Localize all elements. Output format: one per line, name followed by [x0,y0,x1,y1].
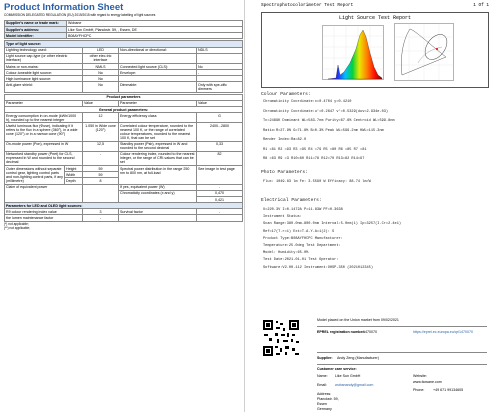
address-label: Address: [317,392,332,396]
regulation-text: COMMISSION DELEGATED REGULATION (EU) 2019/2015 with regard to energy labelling of light sources [4,13,156,17]
parameter-value: - [83,151,119,165]
type-label: Anti-glare shield: [5,82,83,92]
market-note: Model placed on the Union market from 09/02/2021 [317,318,399,322]
parameter-value: 12 [83,113,119,123]
col-head-parameter: Parameter [5,100,83,106]
parameters-header: Product parameters [5,94,243,100]
col-head-value: Value [83,100,119,106]
type-value: - [197,70,243,76]
registration-box [317,326,487,353]
type-label: High luminance light source: [5,76,83,82]
col-head-value-2: Value [197,100,243,106]
registration-value: 1470070 [363,330,377,334]
led-label: the lumen maintenance factor [5,215,83,221]
parameter-value: 82 [197,151,243,165]
model-identifier-label: Model identifier: [5,33,67,39]
electrical-row: Ref=17(T.r=1) Ext=T.A.Y.A=1(2): S [263,229,335,234]
dim-height-value: 59 [83,165,119,171]
address-line-3: Germany [317,407,332,411]
type-value: Only with spe-cific dimmers [197,82,243,92]
general-header: General product parameters: [5,107,243,113]
supplier-address-value: Like Sun GmbH, Planckstr. 59, , Essen, DE [67,26,243,32]
type-row [5,53,243,63]
parameter-label: On-mode power (Pon), expressed in W [5,141,83,151]
supplier-name-value: Wobane [67,20,243,26]
parameter-row [5,113,243,123]
dim-width-label: Width [65,172,83,178]
dim-depth-label: Depth [65,178,83,184]
email-label: Email: [317,383,327,387]
eprel-link[interactable]: https://eprel.ec.europa.eu/qr/1470070 [413,330,473,334]
email-value[interactable]: wobanandy@gmail.com [335,383,374,387]
report-title: Light Source Test Report [338,15,411,21]
parameter-label: Useful luminous flux (Φuse), indicating if it refers to the flux in a sphere (360°), in a wide cone (120°) or in a narrow cone (90°) [5,123,83,141]
type-label: Connected light source (CLS): [119,63,197,69]
report-graphics-box [261,12,489,88]
led-value: - [197,209,243,215]
type-value: No [83,82,119,92]
colour-row: R1 =81 R2 =93 R3 =95 R4 =79 R5 =80 R6 =85 R7 =81 [263,147,367,152]
type-label: Dimmable: [119,82,197,92]
report-header [261,3,489,8]
type-value: No [83,76,119,82]
parameter-label: Correlated colour temperature, rounded to the nearest 100 K, or the range of correlated colour temperatures, rounded to the nearest 100 K, that can be set [119,123,197,141]
type-label: Colour-tuneable light source: [5,70,83,76]
led-value: 3 [83,209,119,215]
chromaticity-label: Chromaticity coordinates (x and y) [119,190,197,202]
colour-row: Ratio:R=27.9% G=71.8% B=0.3% Peak WL=599.2nm HWL=115.3nm [263,128,384,133]
colour-row: Tc=2489K Dominant WL=583.7nm Purity=67.6% Centroid WL=599.8nm [263,119,395,123]
supplier-value: Andy Zeng (Manufacturer) [337,356,379,360]
electrical-row: Temperature:25.0deg Test Department: [263,244,341,248]
parameter-label: Energy consumption in on-mode (kWh/1000 h), rounded up to the nearest integer [5,113,83,123]
address-line-2: Essen [317,402,327,406]
footnote-2: (**) not applicable; [4,225,31,230]
parameter-row [5,123,243,141]
test-report-page [244,0,500,412]
led-row [5,215,243,221]
electrical-row: Software:V2.00.112 Instrument:OHSP-350 (2021012345) [263,265,373,270]
electrical-row: Scan Range:380.0nm-800.0nm Interval:5.0nm(1) Ip=3257(I.Cr=2.4e1) [263,222,402,227]
parameter-label: Colour rendering index, rounded to the nearest integer, or the range of CRI-values that can be set [120,152,195,165]
phone-label: Phone: [413,388,425,392]
colour-row: Render Index:Ra=82.0 [263,138,307,142]
relative-spectrum-plot [322,25,384,80]
footnote-1: (*) not applicable; [4,221,29,226]
dim-width-value: 59 [83,172,119,178]
website-value[interactable]: www.tiowane.com [413,380,442,384]
sheet-title: Product Information Sheet [4,2,124,13]
parameter-value: G [197,113,243,123]
dim-depth-value: 8 [83,178,119,184]
type-value: NMLS [83,63,119,69]
registration-label: EPREL registration number: [317,330,366,334]
parameter-label: Standby power (Psb), expressed in W and rounded to the second decimal [119,141,197,151]
supplier-table [4,20,243,40]
electrical-row: Instrument Status: [263,215,302,220]
colour-row: Chromaticity Coordinate:x=0.4704 y=0.4210 [263,100,352,104]
type-label: Mains or non-mains: [5,63,83,69]
led-value [197,215,243,221]
parameter-label: Networked standby power (Pnet) for CLS, expressed in W and rounded to the second decimal [5,151,83,165]
name-value: Like Sun GmbH [335,374,361,378]
parameter-label: Energy efficiency class [119,113,197,123]
name-label: Name: [317,374,328,378]
chromaticity-x: 0,470 [197,190,243,196]
type-header: Type of light source: [5,41,243,47]
cie-chromaticity-diagram [394,23,454,81]
type-value: NDLS [197,47,243,53]
type-label: Envelope: [119,70,197,76]
equivalent-power-claim-label: Claim of equivalent power [5,184,83,203]
electrical-section-label: Electrical Parameters: [261,198,322,203]
led-label: Survival factor [119,209,197,215]
colour-section-label: Colour Parameters: [261,92,311,97]
supplier-name-label: Supplier's name or trade mark: [5,20,67,26]
report-header-title: Spectrophotocolorimeter Test Report [261,3,354,8]
chromaticity-y: 0,421 [197,196,243,202]
photo-section-label: Photo Parameters: [261,170,308,175]
eprel-info-card [261,316,489,411]
photo-row: Flux: 1049.83 lm Fe: 3.5590 W Efficacy: 88.74 lm/W [263,180,371,184]
parameter-value: 2400...2800 [197,123,243,141]
type-label: Lighting technology used: [5,47,83,53]
type-value: No [83,70,119,76]
product-information-sheet [0,0,244,412]
led-value: - [83,215,119,221]
electrical-row: Model: Humidity:65.0% [263,251,309,256]
equivalent-power-label: If yes, equivalent power (W) [119,184,197,190]
type-value [197,53,243,63]
col-head-parameter-2: Parameter [119,100,197,106]
parameter-row [5,151,243,165]
model-identifier-value: B08AYFHCPC [67,33,243,39]
equivalent-power-claim-value [83,184,119,203]
page-number: 1 Of 1 [473,3,489,8]
type-row [5,82,243,92]
qr-code-icon [261,318,301,358]
parameter-row [5,141,243,151]
type-table [4,40,243,92]
led-label: R9 colour rendering index value [5,209,83,215]
address-line-1: Planckstr. 59, [317,397,339,401]
type-value: LED [83,47,119,53]
parameter-value: 0,33 [197,141,243,151]
electrical-row: Product Type:B08AYFHCPC Manufacturer: [263,236,343,241]
type-value: No [197,63,243,69]
type-value: other elec-tric interface [83,53,119,63]
type-label: Non-directional or directional: [119,47,197,53]
spd-label: Spectral power distribution in the range 250 nm to 800 nm, at full-load [119,165,197,184]
parameters-table [4,94,243,222]
led-header: Parameters for LED and OLED light sources: [5,203,243,209]
chromaticity-point [436,48,438,50]
phone-value: +49 671 99134605 [433,388,464,392]
colour-row: Chromaticity Coordinate:u'=0.2647 v'=0.5329(duv=2.934e-03) [263,109,389,114]
type-label: Light source cap-type (or other electric interface) [5,53,83,63]
spd-value: See image in test page [197,165,243,184]
electrical-row: Test Date:2021-01-01 Test Operator: [263,258,339,263]
supplier-label: Supplier: [317,356,333,360]
supplier-address-label: Supplier's address: [5,26,67,32]
led-label [119,215,197,221]
electrical-row: U=220.3V I=0.1472A P=11.83W PF=0.3638 [263,208,343,212]
customer-care-label: Customer care service: [317,367,357,371]
type-label [119,53,197,63]
colour-row: R8 =63 R9 =3 R10=80 R11=78 R12=70 R13=82 R14=97 [263,157,365,161]
dimensions-label: Outer dimensions without separate control gear, lighting control parts and non-lighting control parts, if any (millimetre) [6,166,63,183]
parameter-value: 12,5 [83,141,119,151]
dim-height-label: Height [65,165,83,171]
customer-care-box [317,364,487,411]
equivalent-power-value: - [197,184,243,190]
website-label: Website: [413,374,427,378]
parameter-value: 1.050 in Wide cone (120°) [83,123,119,141]
